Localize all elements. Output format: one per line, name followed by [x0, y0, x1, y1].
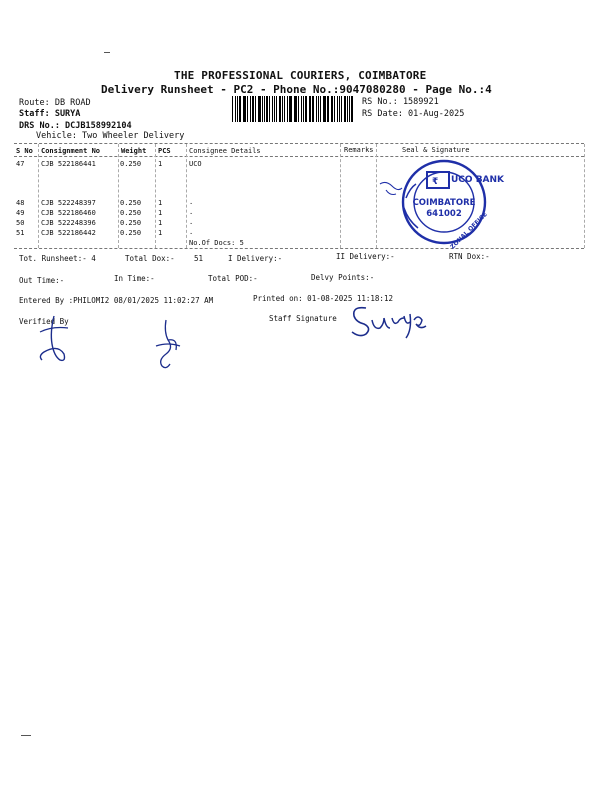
row-consignment: CJB 522248397 [41, 199, 96, 207]
row-sno: 47 [16, 160, 25, 168]
col-sep [38, 144, 39, 248]
col-sep [155, 144, 156, 248]
row-consignment: CJB 522248396 [41, 219, 96, 227]
barcode-bar [334, 96, 335, 122]
barcode-bar [255, 96, 256, 122]
stamp-office: ZONAL OFFICE [449, 211, 489, 251]
col-pcs: PCS [158, 147, 171, 155]
entered-by: Entered By :PHILOMI2 08/01/2025 11:02:27 AM [19, 296, 214, 305]
col-sep [118, 144, 119, 248]
barcode-bar [264, 96, 265, 122]
col-consignee: Consignee Details [189, 147, 261, 155]
barcode-bar [349, 96, 350, 122]
barcode-bar [323, 96, 324, 122]
row-consignee: . [189, 198, 194, 206]
rs-date: RS Date: 01-Aug-2025 [362, 109, 465, 119]
barcode-bar [289, 96, 290, 122]
ink-mark [378, 178, 404, 200]
barcode-bar [279, 96, 281, 122]
barcode-bar [247, 96, 248, 122]
runsheet-subtitle: Delivery Runsheet - PC2 - Phone No.:9047080280 - Page No.:4 [101, 83, 492, 96]
barcode-bar [237, 96, 238, 122]
no-of-docs: No.Of Docs: 5 [189, 239, 244, 247]
delvy-points: Delvy Points:- [311, 273, 375, 282]
in-time: In Time:- [114, 274, 155, 283]
barcode-bar [244, 96, 245, 122]
tot-runsheet: Tot. Runsheet:- 4 [19, 254, 96, 263]
row-consignee: UCO [189, 160, 202, 168]
barcode-bar [290, 96, 291, 122]
barcode-bar [262, 96, 263, 122]
verifier-signature [36, 312, 76, 364]
company-title: THE PROFESSIONAL COURIERS, COIMBATORE [174, 69, 427, 82]
barcode [232, 96, 354, 122]
barcode-bar [276, 96, 277, 122]
col-sep [186, 144, 187, 248]
row-consignment: CJB 522186441 [41, 160, 96, 168]
row-sno: 51 [16, 229, 25, 237]
row-sno: 50 [16, 219, 25, 227]
out-time: Out Time:- [19, 276, 65, 285]
barcode-bar [252, 96, 254, 122]
barcode-bar [232, 96, 233, 122]
stamp-bank: UCO BANK [451, 175, 505, 185]
table-top-rule [14, 143, 584, 144]
row-pcs: 1 [158, 209, 163, 217]
total-dox-label: Total Dox:- [125, 254, 175, 263]
col-remarks: Remarks [344, 146, 374, 154]
drs-number: DRS No.: DCJB158992104 [19, 121, 132, 131]
barcode-bar [305, 96, 306, 122]
row-weight: 0.250 [120, 219, 142, 227]
col-seal: Seal & Signature [402, 146, 470, 154]
row-sno: 48 [16, 199, 25, 207]
row-weight: 0.250 [120, 209, 142, 217]
staff-signature-label: Staff Signature [269, 314, 337, 323]
row-consignee: . [189, 208, 194, 216]
total-dox-value: 51 [194, 254, 204, 263]
barcode-bar [274, 96, 275, 122]
row-consignee: . [189, 228, 194, 236]
barcode-bar [344, 96, 346, 122]
printed-on: Printed on: 01-08-2025 11:18:12 [253, 294, 393, 303]
table-bottom-rule [14, 248, 584, 249]
route-label: Route: DB ROAD [19, 98, 91, 108]
row-weight: 0.250 [120, 160, 142, 168]
table-header-rule [14, 156, 584, 157]
row-consignment: CJB 522186442 [41, 229, 96, 237]
barcode-bar [316, 96, 317, 122]
barcode-bar [309, 96, 310, 122]
barcode-bar [331, 96, 332, 122]
barcode-bar [235, 96, 236, 122]
barcode-bar [239, 96, 241, 122]
barcode-bar [320, 96, 321, 122]
col-sep [376, 144, 377, 248]
barcode-bar [258, 96, 259, 122]
barcode-bar [243, 96, 244, 122]
row-weight: 0.250 [120, 199, 142, 207]
barcode-bar [284, 96, 285, 122]
barcode-bar [295, 96, 297, 122]
verifier-signature-2 [148, 316, 188, 372]
barcode-bar [298, 96, 299, 122]
scan-speck [104, 52, 110, 53]
barcode-bar [272, 96, 273, 122]
col-weight: Weight [121, 147, 147, 155]
total-pod: Total POD:- [208, 274, 258, 283]
rtn-dox: RTN Dox:- [449, 252, 490, 261]
verified-by: Verified By [19, 317, 69, 326]
barcode-bar [303, 96, 304, 122]
i-delivery: I Delivery:- [228, 254, 283, 263]
row-consignment: CJB 522186460 [41, 209, 96, 217]
barcode-bar [332, 96, 333, 122]
barcode-bar [250, 96, 251, 122]
row-pcs: 1 [158, 219, 163, 227]
row-pcs: 1 [158, 160, 163, 168]
barcode-bar [282, 96, 283, 122]
barcode-bar [301, 96, 302, 122]
ii-delivery: II Delivery:- [336, 252, 395, 261]
barcode-bar [324, 96, 325, 122]
row-weight: 0.250 [120, 229, 142, 237]
col-sno: S No [16, 147, 33, 155]
barcode-bar [266, 96, 268, 122]
barcode-bar [259, 96, 260, 122]
row-pcs: 1 [158, 199, 163, 207]
barcode-bar [318, 96, 319, 122]
barcode-bar [287, 96, 288, 122]
barcode-bar [269, 96, 270, 122]
barcode-bar [341, 96, 342, 122]
scan-speck [21, 735, 31, 736]
barcode-bar [310, 96, 311, 122]
col-sep [340, 144, 341, 248]
uco-bank-stamp [400, 158, 505, 251]
barcode-bar [337, 96, 338, 122]
barcode-bar [339, 96, 340, 122]
barcode-bar [294, 96, 295, 122]
staff-signature [346, 300, 430, 342]
barcode-bar [351, 96, 352, 122]
stamp-pin: 641002 [426, 209, 462, 219]
stamp-city: COIMBATORE [412, 198, 476, 208]
col-sep [584, 144, 585, 248]
col-consignment: Consignment No [41, 147, 101, 155]
svg-text:₹: ₹ [432, 177, 439, 187]
rs-number: RS No.: 1589921 [362, 97, 439, 107]
barcode-bar [312, 96, 314, 122]
staff-label: Staff: SURYA [19, 109, 81, 119]
barcode-bar [347, 96, 348, 122]
row-pcs: 1 [158, 229, 163, 237]
vehicle-label: Vehicle: Two Wheeler Delivery [36, 131, 185, 141]
row-consignee: . [189, 218, 194, 226]
barcode-bar [327, 96, 329, 122]
row-sno: 49 [16, 209, 25, 217]
